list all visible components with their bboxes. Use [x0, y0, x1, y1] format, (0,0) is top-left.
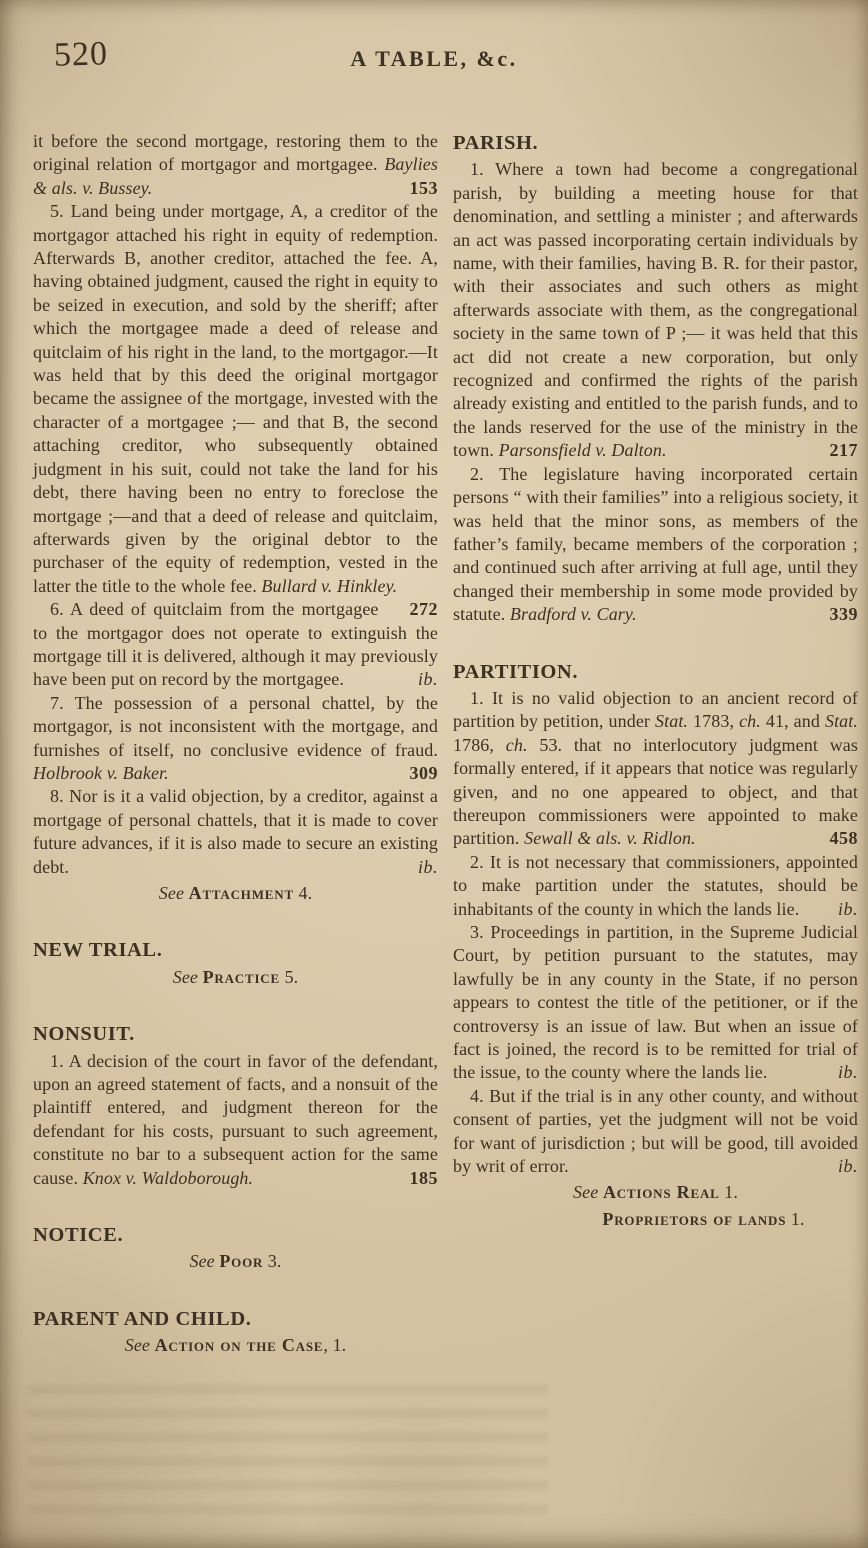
small-caps-reference: Proprietors of lands [602, 1208, 787, 1229]
page-reference [401, 856, 438, 879]
section-heading: NOTICE. [33, 1224, 124, 1247]
case-citation: Knox v. Waldoborough. [82, 1167, 254, 1188]
index-entry: 5. Land being under mortgage, A, a creditor of the mortgagor attached his right in equity of redemption. Afterwards B, another creditor, attached the fee. A, having obtained judgment, caused the right in equity to be seized in execution, and sold by the sheriff; after which the mortgagee made a deed of release and quitclaim of his right in the land, to the mortgagor.—It was held that by this deed the original mortgagor became the assignee of the mortgage, invested with the character of a mortgagee ;— and that B, the second attaching creditor, who subsequently obtained judgment in his suit, could not take the land for his debt, there having been no entry to foreclose the mortgage ;—and that a deed of release and quitclaim, afterwards given by the original debtor to the purchaser of the equity of redemption, vested in the latter the title to the whole fee. Bullard v. Hinkley. 272 [33, 200, 438, 598]
case-citation: See [573, 1182, 599, 1203]
index-entry: 6. A deed of quitclaim from the mortgagee to the mortgagor does not operate to extinguish the mortgage till it is delivered, although it may previously have been put on record by the mortgagee. ib. [33, 598, 438, 692]
index-entry: 7. The possession of a personal chattel, by the mortgagor, is not inconsistent with the mortgage, and furnishes of itself, no conclusive evidence of fraud. Holbrook v. Baker. 309 [33, 692, 438, 786]
case-citation: Bullard v. Hinkley. [261, 575, 398, 596]
index-entry: 8. Nor is it a valid objection, by a creditor, against a mortgage of personal chattels, that it is made to cover future advances, if it is also made to secure an existing debt. ib. [33, 785, 438, 879]
index-entry: 3. Proceedings in partition, in the Supreme Judicial Court, by petition pursuant to the statutes, may lawfully be in any county in the State, if no person appears to contest the title of the petitioner, or if the controversy is an issue of law. But when an issue of fact is joined, the record is to be remitted for trial of the issue, to the county where the lands lie. ib. [453, 921, 858, 1085]
case-citation: Bradford v. Cary. [509, 604, 637, 625]
page-reference: 272 [409, 599, 438, 620]
case-citation: Holbrook v. Baker. [33, 762, 169, 783]
case-citation: ib. [837, 898, 858, 919]
case-citation: Parsonsfield v. Dalton. [498, 440, 667, 461]
cross-reference: See Attachment 4. [158, 883, 313, 903]
cross-reference: Proprietors of lands 1. [602, 1208, 805, 1229]
case-citation: ib. [417, 669, 438, 690]
case-citation: ch. [505, 734, 528, 755]
page-reference [401, 668, 438, 691]
page-reference: 458 [829, 828, 858, 849]
case-citation: See [158, 883, 185, 903]
case-citation: Sewall & als. v. Ridlon. [524, 828, 696, 849]
index-entry: it before the second mortgage, restoring them to the original relation of mortgagor and mortgagee. Baylies & als. v. Bussey. 153 [33, 130, 438, 200]
section-heading: PARTITION. [453, 660, 579, 683]
small-caps-reference: Actions Real [602, 1182, 720, 1203]
index-entry: 1. A decision of the court in favor of the defendant, upon an agreed statement of facts, and a nonsuit of the plaintiff entered, and judgment thereon for the defendant for his costs, pursuant to such agreement, constitute no bar to a subsequent action for the same cause. Knox v. Waldoborough. 185 [33, 1050, 438, 1190]
page-reference: 153 [409, 177, 438, 198]
cross-reference: See Practice 5. [172, 966, 299, 987]
page-number: 520 [53, 35, 109, 74]
case-citation: ib. [837, 1156, 858, 1177]
case-citation: See [172, 966, 198, 987]
page-reference: 309 [409, 762, 438, 783]
column-right [453, 130, 858, 1358]
section-heading: PARENT AND CHILD. [33, 1307, 252, 1330]
cross-reference: See Action on the Case, 1. [124, 1335, 347, 1356]
small-caps-reference: Practice [202, 966, 280, 987]
index-entry: 1. Where a town had become a congregational parish, by building a meeting house for that denomination, and settling a minister ; and afterwards an act was passed incorporating certain individuals by name, with their families, having B. R. for their pastor, with their associates and such others as might afterwards associate with them, as the congregational society in the same town of P ;— it was held that this act did not create a new corporation, but only recognized and confirmed the rights of the parish already existing and entitled to the parish funds, and to the lands reserved for the use of the ministry in the town. Parsonsfield v. Dalton. 217 [453, 158, 858, 462]
case-citation: Stat. [824, 711, 858, 732]
page-reference: 185 [409, 1167, 438, 1188]
page-reference [821, 898, 858, 921]
column-left [33, 130, 438, 1358]
section-heading: NEW TRIAL. [33, 939, 163, 962]
cross-reference: See Poor 3. [189, 1251, 282, 1272]
case-citation: Stat. [655, 711, 689, 732]
case-citation: Baylies & als. v. Bussey. [33, 154, 438, 198]
text-columns [0, 130, 868, 1358]
case-citation: See [189, 1251, 215, 1272]
small-caps-reference: Poor [219, 1251, 264, 1272]
page-header [0, 0, 868, 108]
page-reference: 339 [829, 604, 858, 625]
cross-reference: See Actions Real 1. [573, 1182, 738, 1203]
case-citation: ch. [739, 711, 761, 732]
case-citation: See [124, 1335, 150, 1356]
case-citation: ib. [837, 1062, 858, 1083]
page-reference: 217 [829, 440, 858, 461]
page-reference [821, 1061, 858, 1084]
section-heading: PARISH. [453, 132, 539, 154]
index-entry: 1. It is no valid objection to an ancient record of partition by petition, under Stat. 1783, ch. 41, and Stat. 1786, ch. 53. that no interlocutory judgment was formally entered, if it appears that notice was regularly given, and no one appeared to object, and that thereupon commissioners were appointed to make partition. Sewall & als. v. Ridlon. 458 [453, 687, 858, 851]
index-entry: 2. The legislature having incorporated certain persons “ with their families” into a religious society, it was held that the minor sons, as members of the father’s family, became members of the corporation ; and continued such after arriving at full age, until they changed their membership in some mode provided by statute. Bradford v. Cary. 339 [453, 463, 858, 627]
page-reference [821, 1155, 858, 1178]
small-caps-reference: Attachment [188, 883, 294, 903]
index-entry: 4. But if the trial is in any other county, and without consent of parties, yet the judgment will not be void for want of jurisdiction ; but will be good, till avoided by writ of error. ib. [453, 1085, 858, 1179]
section-heading: NONSUIT. [33, 1023, 135, 1046]
small-caps-reference: Action on the Case [154, 1335, 324, 1356]
case-citation: ib. [417, 856, 438, 877]
running-title: A TABLE, &c. [350, 46, 518, 71]
index-entry: 2. It is not necessary that commissioners, appointed to make partition under the statutes, should be inhabitants of the county in which the lands lie. ib. [453, 851, 858, 921]
